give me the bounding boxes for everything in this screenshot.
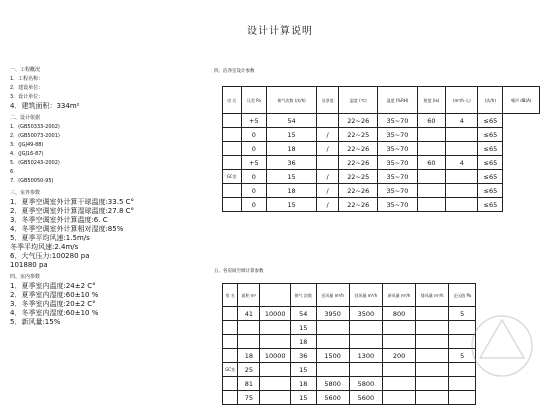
table-cell — [238, 335, 260, 349]
note-line: 4．冬季室内湿度:60±10 % — [10, 309, 99, 317]
note-line: 1．夏季室内温度:24±2 C° — [10, 282, 96, 290]
table-cell — [446, 170, 478, 184]
table-cell — [260, 321, 290, 335]
section-heading: 三、室外参数 — [10, 190, 41, 196]
table-row — [223, 142, 540, 156]
table-cell: 15 — [290, 363, 316, 377]
table-cell: 4 — [446, 156, 478, 170]
note-line: 3．(JGJ49-88) — [10, 142, 44, 148]
note-line: 101880 pa — [10, 261, 48, 269]
table-cell — [223, 391, 238, 405]
note-line: 4．冬季空调室外计算相对湿度:85% — [10, 225, 124, 233]
header-cell: 面积 m² — [238, 284, 260, 307]
table-cell — [260, 391, 290, 405]
table-cell: 5800 — [316, 377, 349, 391]
table-cell — [416, 321, 449, 335]
table-cell: 60 — [417, 114, 446, 128]
table-row — [223, 114, 540, 128]
table-cell: 22~26 — [339, 114, 378, 128]
note-line: 1．(GB50333-2002) — [10, 124, 60, 130]
table-cell: ≤65 — [478, 114, 503, 128]
table-cell: 10000 — [260, 349, 290, 363]
table-cell: 15 — [267, 198, 317, 212]
table-cell: 22~26 — [339, 156, 378, 170]
table-cell: 15 — [267, 128, 317, 142]
table-cell: 18 — [238, 349, 260, 363]
table-cell: 60 — [417, 156, 446, 170]
table-cell — [223, 349, 238, 363]
table-cell: 4 — [446, 114, 478, 128]
table-cell: 54 — [290, 307, 316, 321]
header-cell: 房 名 — [223, 87, 242, 114]
table-cell — [416, 391, 449, 405]
table-cell: 75 — [238, 391, 260, 405]
table-cell: 5 — [449, 307, 476, 321]
table-cell — [260, 335, 290, 349]
table-cell — [316, 321, 349, 335]
cleanroom-parameters-table — [222, 86, 540, 212]
section-heading: 四、室内参数 — [10, 274, 41, 280]
table-cell: 35~70 — [378, 156, 417, 170]
table-row — [223, 391, 476, 405]
table-cell — [349, 335, 382, 349]
table-cell — [416, 363, 449, 377]
table-cell: 1500 — [316, 349, 349, 363]
table-cell: 5 — [449, 349, 476, 363]
page-title: 设计计算说明 — [247, 26, 313, 37]
table-cell: 35~70 — [378, 170, 417, 184]
note-line: 3．设计单位： — [10, 94, 44, 100]
note-line: 6．大气压力:100280 pa — [10, 252, 90, 260]
table-cell — [417, 198, 446, 212]
header-cell: 湿度 (%RH) — [378, 87, 417, 114]
note-line: 2．夏季空调室外计算湿球温度:27.8 C° — [10, 207, 135, 215]
table-cell: ≤65 — [478, 198, 503, 212]
table-cell — [349, 321, 382, 335]
table-cell: 22~25 — [339, 170, 378, 184]
table-cell: 5800 — [349, 377, 382, 391]
table-cell: 18 — [267, 142, 317, 156]
table-cell — [382, 363, 415, 377]
header-cell: 房 名 — [223, 284, 238, 307]
table-cell: ≤65 — [478, 156, 503, 170]
table-cell — [317, 156, 339, 170]
table-cell — [223, 114, 242, 128]
room-airflow-table — [222, 283, 476, 405]
note-line: 冬季平均风速:2.4m/s — [10, 243, 79, 251]
watermark-logo-icon — [452, 300, 552, 400]
table-cell — [349, 363, 382, 377]
table-cell — [382, 391, 415, 405]
header-cell: 换气 次数 — [290, 284, 316, 307]
table-cell: 35~70 — [378, 114, 417, 128]
table-cell — [417, 184, 446, 198]
note-line: 4．(JGJ16-87) — [10, 151, 44, 157]
table-cell: 15 — [290, 391, 316, 405]
table-cell: 15 — [267, 170, 317, 184]
header-cell: 新风量 m³/h — [382, 284, 415, 307]
table-cell: 0 — [241, 184, 267, 198]
table-cell: 35~70 — [378, 142, 417, 156]
table-row — [223, 128, 540, 142]
table-row — [223, 363, 476, 377]
table-row — [223, 198, 540, 212]
note-line: 5．新风量:15% — [10, 318, 61, 326]
table-cell — [382, 377, 415, 391]
table-cell — [417, 170, 446, 184]
header-cell: 洁净度 — [317, 87, 339, 114]
table-cell: 0 — [241, 128, 267, 142]
table-cell: 3500 — [349, 307, 382, 321]
note-line: 2．夏季室内湿度:60±10 % — [10, 291, 99, 299]
header-cell: 换气次数 (次/h) — [267, 87, 317, 114]
table-cell: 25 — [238, 363, 260, 377]
header-cell — [260, 284, 290, 307]
table-cell: 35~70 — [378, 184, 417, 198]
header-cell: 排风量 m³/h — [416, 284, 449, 307]
table-cell — [223, 321, 238, 335]
table-row — [223, 377, 476, 391]
table-cell: GC室 — [223, 363, 238, 377]
table-cell: ≤65 — [478, 128, 503, 142]
note-line: 4．建筑面积：334m² — [10, 102, 80, 110]
table-cell: 3950 — [316, 307, 349, 321]
table-cell — [223, 335, 238, 349]
table-cell: 35~70 — [378, 128, 417, 142]
table-cell — [238, 321, 260, 335]
table-cell — [260, 363, 290, 377]
table-row — [223, 307, 476, 321]
design-notes — [10, 66, 210, 327]
header-cell: 压差 Pa — [241, 87, 267, 114]
table-cell — [223, 307, 238, 321]
note-line: 6． — [10, 169, 19, 175]
table-cell: 15 — [290, 321, 316, 335]
header-cell: 噪声 dB(A) — [503, 87, 540, 114]
table-cell — [417, 128, 446, 142]
note-line: 7．(GB50050-95) — [10, 178, 54, 184]
table-cell — [223, 184, 242, 198]
table-row — [223, 170, 540, 184]
table-cell — [223, 128, 242, 142]
table-cell — [316, 335, 349, 349]
table-row — [223, 321, 476, 335]
header-cell: 正压值 Pa — [449, 284, 476, 307]
table-cell: 18 — [290, 377, 316, 391]
table2-caption: 五、各房间空调计算参数 — [214, 269, 264, 274]
table-cell: 5600 — [316, 391, 349, 405]
section-heading: 二、设计依据 — [10, 115, 41, 121]
table-cell — [446, 128, 478, 142]
table-cell: 5600 — [349, 391, 382, 405]
header-row — [223, 87, 540, 114]
note-line: 2．(GB50073-2001) — [10, 133, 60, 139]
table-cell — [446, 184, 478, 198]
table-cell: 41 — [238, 307, 260, 321]
note-line: 5．(GB50243-2002) — [10, 160, 60, 166]
table-cell: 81 — [238, 377, 260, 391]
table-cell: 800 — [382, 307, 415, 321]
note-line: 3．冬季空调室外计算温度:6. C — [10, 216, 108, 224]
table-cell: +5 — [241, 156, 267, 170]
note-line: 1．夏季空调室外计算干球温度:33.5 C° — [10, 198, 135, 206]
table-cell: 18 — [267, 184, 317, 198]
table-cell: 10000 — [260, 307, 290, 321]
table-cell: 22~25 — [339, 128, 378, 142]
table-cell — [223, 377, 238, 391]
table-row — [223, 156, 540, 170]
table-cell: ≤65 — [478, 184, 503, 198]
table-cell: +5 — [241, 114, 267, 128]
note-line: 2．建设单位： — [10, 85, 44, 91]
table-cell — [223, 156, 242, 170]
table-cell — [416, 335, 449, 349]
table-cell — [382, 335, 415, 349]
table-cell — [317, 114, 339, 128]
table-cell: 22~26 — [339, 142, 378, 156]
table1-caption: 四、洁净室设计参数 — [214, 69, 255, 74]
header-cell: (次/h) — [478, 87, 503, 114]
table-cell: 0 — [241, 142, 267, 156]
table-cell: / — [317, 128, 339, 142]
table-cell: ≤65 — [478, 142, 503, 156]
note-line: 1．工程名称： — [10, 76, 44, 82]
table-cell: / — [317, 142, 339, 156]
table-cell: 1300 — [349, 349, 382, 363]
table-cell — [382, 321, 415, 335]
header-cell: 回风量 m³/h — [349, 284, 382, 307]
header-cell: (m³/h·人) — [446, 87, 478, 114]
table-cell — [446, 142, 478, 156]
table-cell: / — [317, 170, 339, 184]
table-cell — [260, 377, 290, 391]
table-row — [223, 184, 540, 198]
table-cell — [446, 198, 478, 212]
table-cell: 35~70 — [378, 198, 417, 212]
note-line: 5．夏季平均风速:1.5m/s — [10, 234, 90, 242]
table-cell — [417, 142, 446, 156]
table-cell: GC室 — [223, 170, 242, 184]
table-cell — [223, 198, 242, 212]
table-cell: 36 — [290, 349, 316, 363]
header-cell: 照度 (lx) — [417, 87, 446, 114]
table-cell — [316, 363, 349, 377]
table-cell: 18 — [290, 335, 316, 349]
table-cell: 0 — [241, 198, 267, 212]
header-row — [223, 284, 476, 307]
table-row — [223, 349, 476, 363]
note-line: 3．冬季室内温度:20±2 C° — [10, 300, 96, 308]
table-cell: / — [317, 198, 339, 212]
table-cell: 22~26 — [339, 198, 378, 212]
table-cell: ≤65 — [478, 170, 503, 184]
table-cell: 0 — [241, 170, 267, 184]
table-cell: 22~26 — [339, 184, 378, 198]
table-cell: 36 — [267, 156, 317, 170]
table-cell: 200 — [382, 349, 415, 363]
table-cell: / — [317, 184, 339, 198]
table-cell: 54 — [267, 114, 317, 128]
section-heading: 一、工程概况 — [10, 67, 41, 73]
table-cell — [416, 349, 449, 363]
table-row — [223, 335, 476, 349]
table-cell — [416, 307, 449, 321]
header-cell: 温度 (℃) — [339, 87, 378, 114]
table-cell — [416, 377, 449, 391]
table-cell — [223, 142, 242, 156]
header-cell: 送风量 m³/h — [316, 284, 349, 307]
